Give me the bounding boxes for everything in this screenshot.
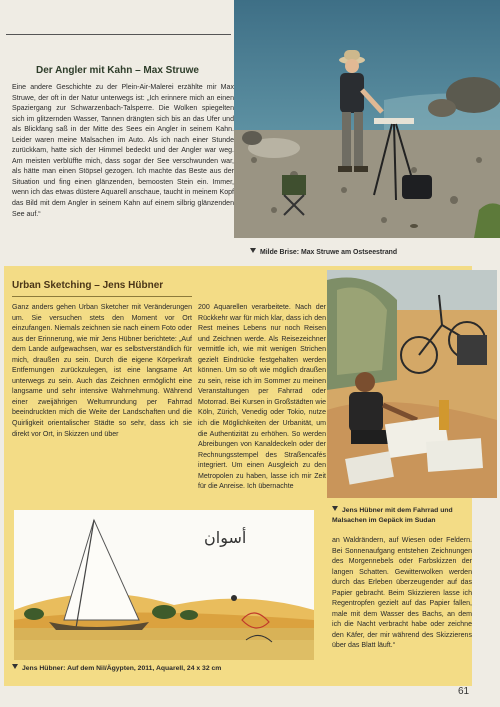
article2-title: Urban Sketching – Jens Hübner (12, 280, 164, 291)
painting-nile (14, 510, 314, 660)
photo2-caption (332, 506, 482, 525)
caption-marker-icon (250, 248, 256, 253)
article2-column3: an Waldrändern, auf Wiesen oder Feldern. Bei Sonnenaufgang entstehen Zeichnungen des Morgennebels oder Farbskizzen der langen Schatten. Gewitterwolken werden durch das Erleben überzeugender auf das Papier gebracht. Beim Skizzieren lasse ich Regentropfen gezielt auf das Papier fallen, male mit dem Wasser des Bachs, an dem ich die Nacht verbracht habe oder zeichne den Käfer, der mir während des Skizzierens über das Blatt läuft.“ (332, 537, 472, 650)
photo1-caption (250, 248, 397, 256)
caption-marker-icon (12, 664, 18, 669)
painting-caption (12, 664, 221, 672)
photo-desert-camp (327, 270, 497, 498)
article2-column2: 200 Aquarellen verarbeitete. Nach der Rückkehr war für mich klar, dass ich den Rest meines Lebens nur noch Reisen und Zeichnen werde. Als Reisezeichner vermittle ich, wie mit wenigen Strichen gezielt Eindrücke festgehalten werden können. Um so oft wie möglich draußen zu sein, reise ich im Sommer zu meinen Veranstaltungen per Fahrrad oder Motorrad. Bei Kursen in Großstädten wie Köln, Zürich, Venedig oder Tokio, nutze ich die Möglichkeiten der Urbanität, um die Authentizität zu erhöhen. So werden Abreibungen von Kanaldeckeln oder der Rechnungsstempel des Straßencafés integriert. Um einen Ausgleich zu den Metropolen zu haben, lasse ich mir Zeit für die Anreise. Ich übernachte (198, 304, 326, 491)
article2-column1: Ganz anders gehen Urban Sketcher mit Veränderungen um. Sie versuchen stets den Moment vor Ort einzufangen. Niemals zeichnen sie nach einem Foto oder aus der Erinnerung, wie mir Jens Hübner berichtete: „Auf dem Lande aufgewachsen, war es selbstverständlich für mich, draußen zu sein. Durch die eigene Körperkraft Entfernungen zurückzulegen, ist eine langsame Art unterwegs zu sein. Auch das Zeichnen ermöglicht eine langsame und sehr intensive Wahrnehmung. Während einer zweijährigen Weltumrundung per Fahrrad beeindruckten mich die Weite der Landschaften und die Quirligkeit orientalischer Städte so sehr, dass ich sie direkt vor Ort, in Skizzen und über (12, 304, 192, 438)
painting-arabic-script: أسوان (204, 528, 247, 547)
top-rule (6, 34, 231, 35)
painting-caption-text: Jens Hübner: Auf dem Nil/Ägypten, 2011, Aquarell, 24 x 32 cm (22, 665, 222, 672)
photo2-caption-text: Jens Hübner mit dem Fahrrad und Malsachen im Gepäck im Sudan (332, 507, 453, 524)
article2-title-rule (12, 296, 192, 297)
page-number: 61 (458, 686, 470, 697)
photo-painter-beach (234, 0, 500, 238)
caption-marker-icon (332, 506, 338, 511)
photo1-caption-text: Milde Brise: Max Struwe am Ostseestrand (260, 249, 398, 256)
article1-body: Eine andere Geschichte zu der Plein-Air-Malerei erzählte mir Max Struwe, der oft in der Natur unterwegs ist: „Ich erinnere mich an einen Spaziergang zur Schwarzenbach-Talsperre. Die Wolken spiegelten sich im glitzernden Wasser, Tannen drängten sich bis an das Ufer und als Blickfang saß in der Mitte des Sees ein Angler in seinem Kahn. Leider waren meine Malsachen im Auto. Als ich nach einer Stunde zurückkam, hatte sich der Himmel bedeckt und der Angler war weg. Am meisten verblüffte mich, dass sogar der See verschwunden war, als hätte man einen Stöpsel gezogen. Ich machte das Beste aus der Situation und fing einen glänzenden, bemoosten Stein ein. Immer, wenn ich das etwas düstere Aquarell anschaue, taucht in meinem Kopf das Bild mit dem Angler in seinem Kahn auf einem silbrig glänzenden See auf.“ (12, 84, 234, 218)
article1-title: Der Angler mit Kahn – Max Struwe (36, 65, 199, 76)
